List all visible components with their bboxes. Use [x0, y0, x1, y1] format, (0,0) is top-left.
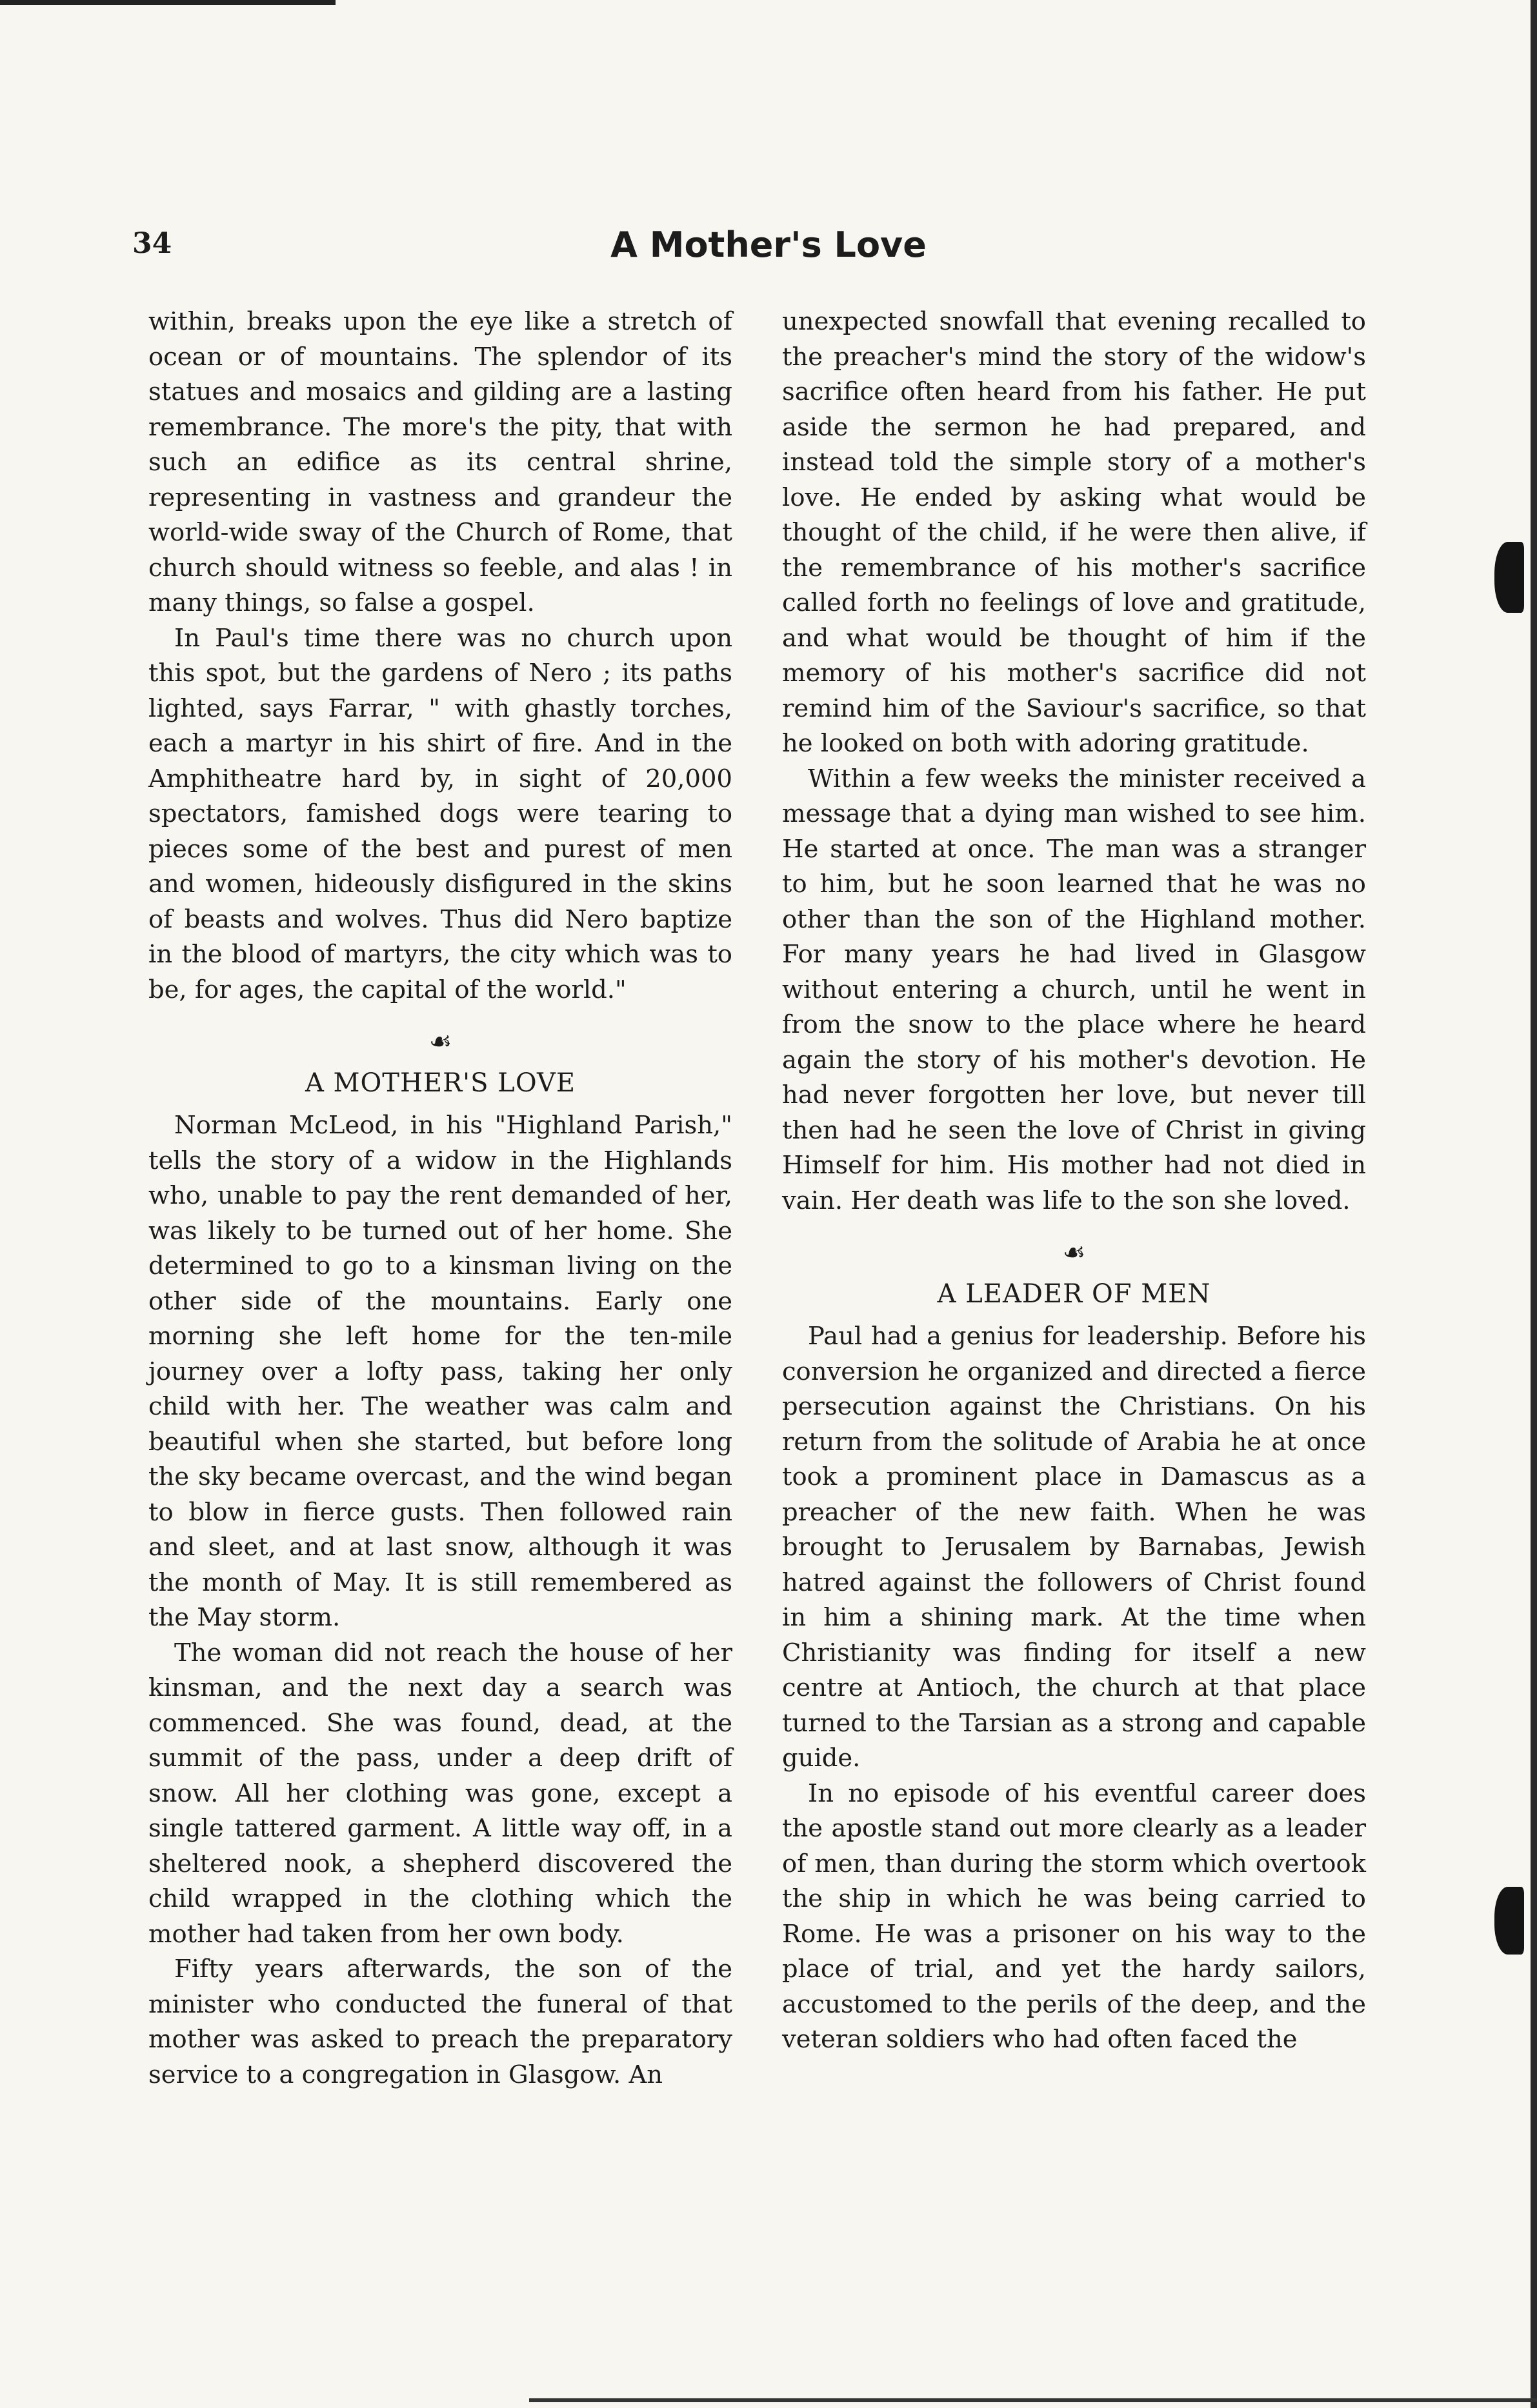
paragraph: Paul had a genius for leadership. Before his conversion he organized and directed a fierce persecution against the Christians. On his return from the solitude of Arabia he at once took a prominent place in Damascus as a preacher of the new faith. When he was brought to Jerusalem by Barnabas, Jewish hatred against the followers of Christ found in him a shining mark. At the time when Christianity was finding for itself a new centre at Antioch, the church at that place turned to the Tarsian as a strong and capable guide. — [782, 1322, 1366, 1773]
binding-hole-mark — [1494, 542, 1524, 613]
paragraph: In no episode of his eventful career does the apostle stand out more clearly as a leader of men, than during the storm which overtook the ship in which he was being carried to Rome. He was a prisoner on his way to the place of trial, and yet the hardy sailors, accustomed to the perils of the deep, and the veteran soldiers who had often faced the — [782, 1778, 1366, 2054]
section-ornament-icon: ☙ — [428, 1027, 452, 1057]
section-heading: A MOTHER'S LOVE — [305, 1068, 576, 1098]
paragraph: Within a few weeks the minister received a message that a dying man wished to see him. He started at once. The man was a stranger to him, but he soon learned that he was no other than the son of the Highland mother. For many years he had lived in Glasgow without entering a church, until he went in from the snow to the place where he heard again the story of his mother's devotion. He had never forgotten her love, but never till then had he seen the love of Christ in giving Himself for him. His mother had not died in vain. Her death was life to the son she loved. — [782, 764, 1366, 1215]
binding-hole-mark — [1494, 1887, 1524, 1955]
paragraph: In Paul's time there was no church upon this spot, but the gardens of Nero ; its paths lighted, says Farrar, " with ghastly torches, each a martyr in his shirt of fire. And in the Amphitheatre hard by, in sight of 20,000 spectators, famished dogs were tearing to pieces some of the best and purest of men and women, hideously disfigured in the skins of beasts and wolves. Thus did Nero baptize in the blood of martyrs, the city which was to be, for ages, the capital of the world." — [148, 623, 732, 1004]
page-number: 34 — [132, 227, 172, 260]
paragraph: Fifty years afterwards, the son of the minister who conducted the funeral of that mother was asked to preach the preparatory service to a congregation in Glasgow. An — [148, 1955, 732, 2089]
right-column — [782, 304, 1366, 2058]
paragraph: Norman McLeod, in his "Highland Parish," tells the story of a widow in the Highlands who, unable to pay the rent demanded of her, was likely to be turned out of her home. She determined to go to a kinsman living on the other side of the mountains. Early one morning she left home for the ten-mile journey over a lofty pass, taking her only child with her. The weather was calm and beautiful when she started, but before long the sky became overcast, and the wind began to blow in fierce gusts. Then followed rain and sleet, and at last snow, although it was the month of May. It is still remembered as the May storm. — [148, 1111, 732, 1632]
section-heading: A LEADER OF MEN — [937, 1279, 1211, 1309]
top-edge-rule — [0, 0, 336, 5]
section-ornament-icon: ☙ — [1062, 1238, 1086, 1268]
bottom-edge-rule — [529, 2398, 1537, 2402]
paragraph: within, breaks upon the eye like a stretch of ocean or of mountains. The splendor of its statues and mosaics and gilding are a lasting remembrance. The more's the pity, that with such an edifice as its central shrine, representing in vastness and grandeur the world-wide sway of the Church of Rome, that church should witness so feeble, and alas ! in many things, so false a gospel. — [148, 307, 732, 617]
left-column — [148, 304, 732, 2093]
paragraph: unexpected snowfall that evening recalled to the preacher's mind the story of the widow's sacrifice often heard from his father. He put aside the sermon he had prepared, and instead told the simple story of a mother's love. He ended by asking what would be thought of the child, if he were then alive, if the remembrance of his mother's sacrifice called forth no feelings of love and gratitude, and what would be thought of him if the memory of his mother's sacrifice did not remind him of the Saviour's sacrifice, so that he looked on both with adoring gratitude. — [782, 307, 1366, 758]
paragraph: The woman did not reach the house of her kinsman, and the next day a search was commenced. She was found, dead, at the summit of the pass, under a deep drift of snow. All her clothing was gone, except a single tattered garment. A little way off, in a sheltered nook, a shepherd discovered the child wrapped in the clothing which the mother had taken from her own body. — [148, 1638, 732, 1949]
page-right-edge — [1531, 0, 1537, 2408]
running-head: A Mother's Love — [610, 224, 927, 265]
